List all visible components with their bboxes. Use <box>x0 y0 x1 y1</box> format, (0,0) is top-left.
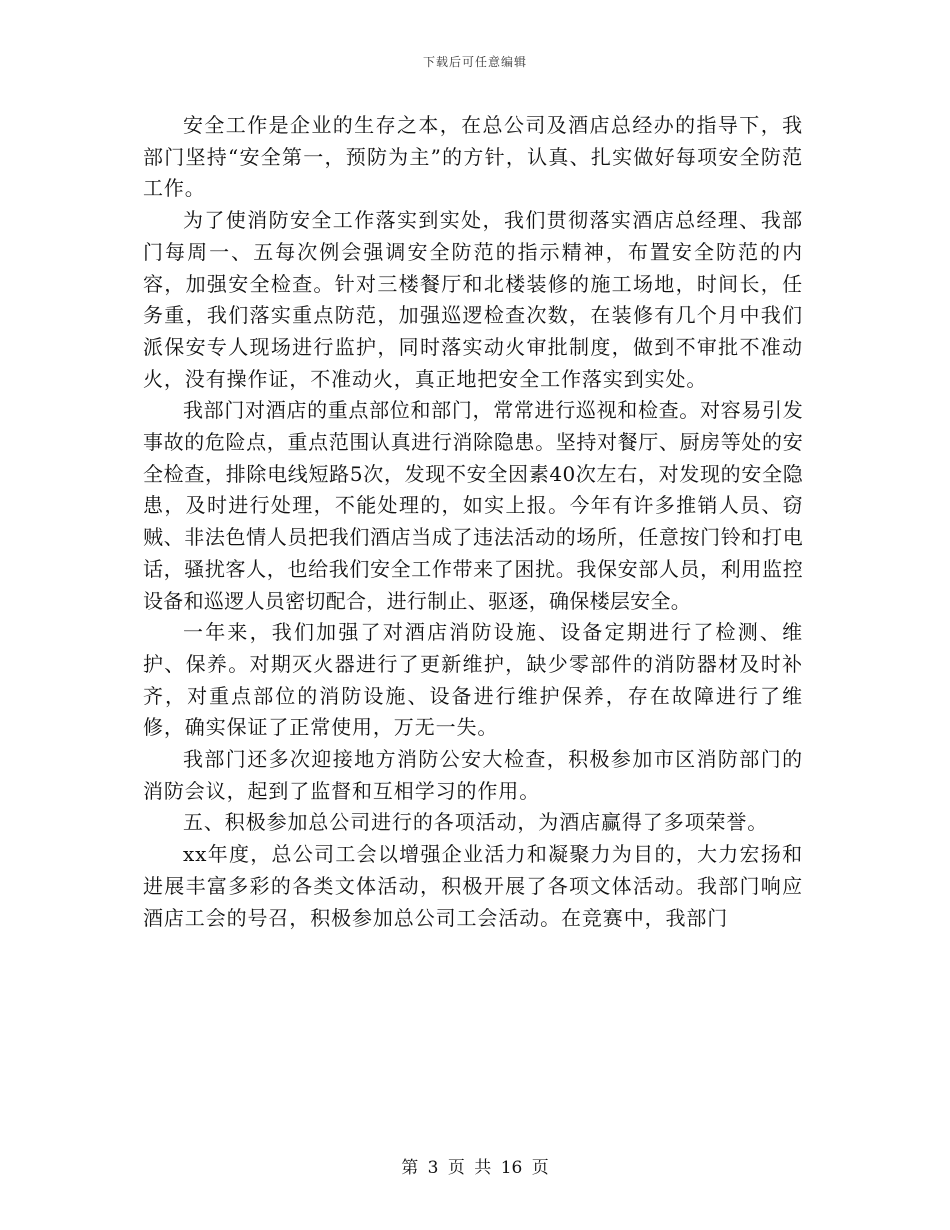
paragraph-union-activities: xx年度，总公司工会以增强企业活力和凝聚力为目的，大力宏扬和进展丰富多彩的各类文体活动，积极开展了各项文体活动。我部门响应酒店工会的号召，积极参加总公司工会活动。在竞赛中，我部门 <box>143 842 803 930</box>
paragraph-public-inspection: 我部门还多次迎接地方消防公安大检查，积极参加市区消防部门的消防会议，起到了监督和互相学习的作用。 <box>143 747 803 803</box>
page-number: 第 3 页 共 16 页 <box>401 1158 549 1178</box>
paragraph-fire-safety: 为了使消防安全工作落实到实处，我们贯彻落实酒店总经理、我部门每周一、五每次例会强调安全防范的指示精神，布置安全防范的内容，加强安全检查。针对三楼餐厅和北楼装修的施工场地，时间长，任务重，我们落实重点防范，加强巡逻检查次数，在装修有几个月中我们派保安专人现场进行监护，同时落实动火审批制度，做到不审批不准动火，没有操作证，不准动火，真正地把安全工作落实到实处。 <box>143 208 803 391</box>
paragraph-maintenance: 一年来，我们加强了对酒店消防设施、设备定期进行了检测、维护、保养。对期灭火器进行了更新维护，缺少零部件的消防器材及时补齐，对重点部位的消防设施、设备进行维护保养，存在故障进行了维修，确实保证了正常使用，万无一失。 <box>143 620 803 740</box>
document-body <box>143 110 803 934</box>
paragraph-section-five-heading: 五、积极参加总公司进行的各项活动，为酒店赢得了多项荣誉。 <box>183 810 769 835</box>
page-header: 下载后可任意编辑 <box>422 55 527 69</box>
paragraph-safety-intro: 安全工作是企业的生存之本，在总公司及酒店总经办的指导下，我部门坚持“安全第一，预防为主”的方针，认真、扎实做好每项安全防范工作。 <box>143 113 803 201</box>
paragraph-inspection: 我部门对酒店的重点部位和部门，常常进行巡视和检查。对容易引发事故的危险点，重点范围认真进行消除隐患。坚持对餐厅、厨房等处的安全检查，排除电线短路5次，发现不安全因素40次左右，对发现的安全隐患，及时进行处理，不能处理的，如实上报。今年有许多推销人员、窃贼、非法色情人员把我们酒店当成了违法活动的场所，任意按门铃和打电话，骚扰客人，也给我们安全工作带来了困扰。我保安部人员，利用监控设备和巡逻人员密切配合，进行制止、驱逐，确保楼层安全。 <box>143 398 803 613</box>
